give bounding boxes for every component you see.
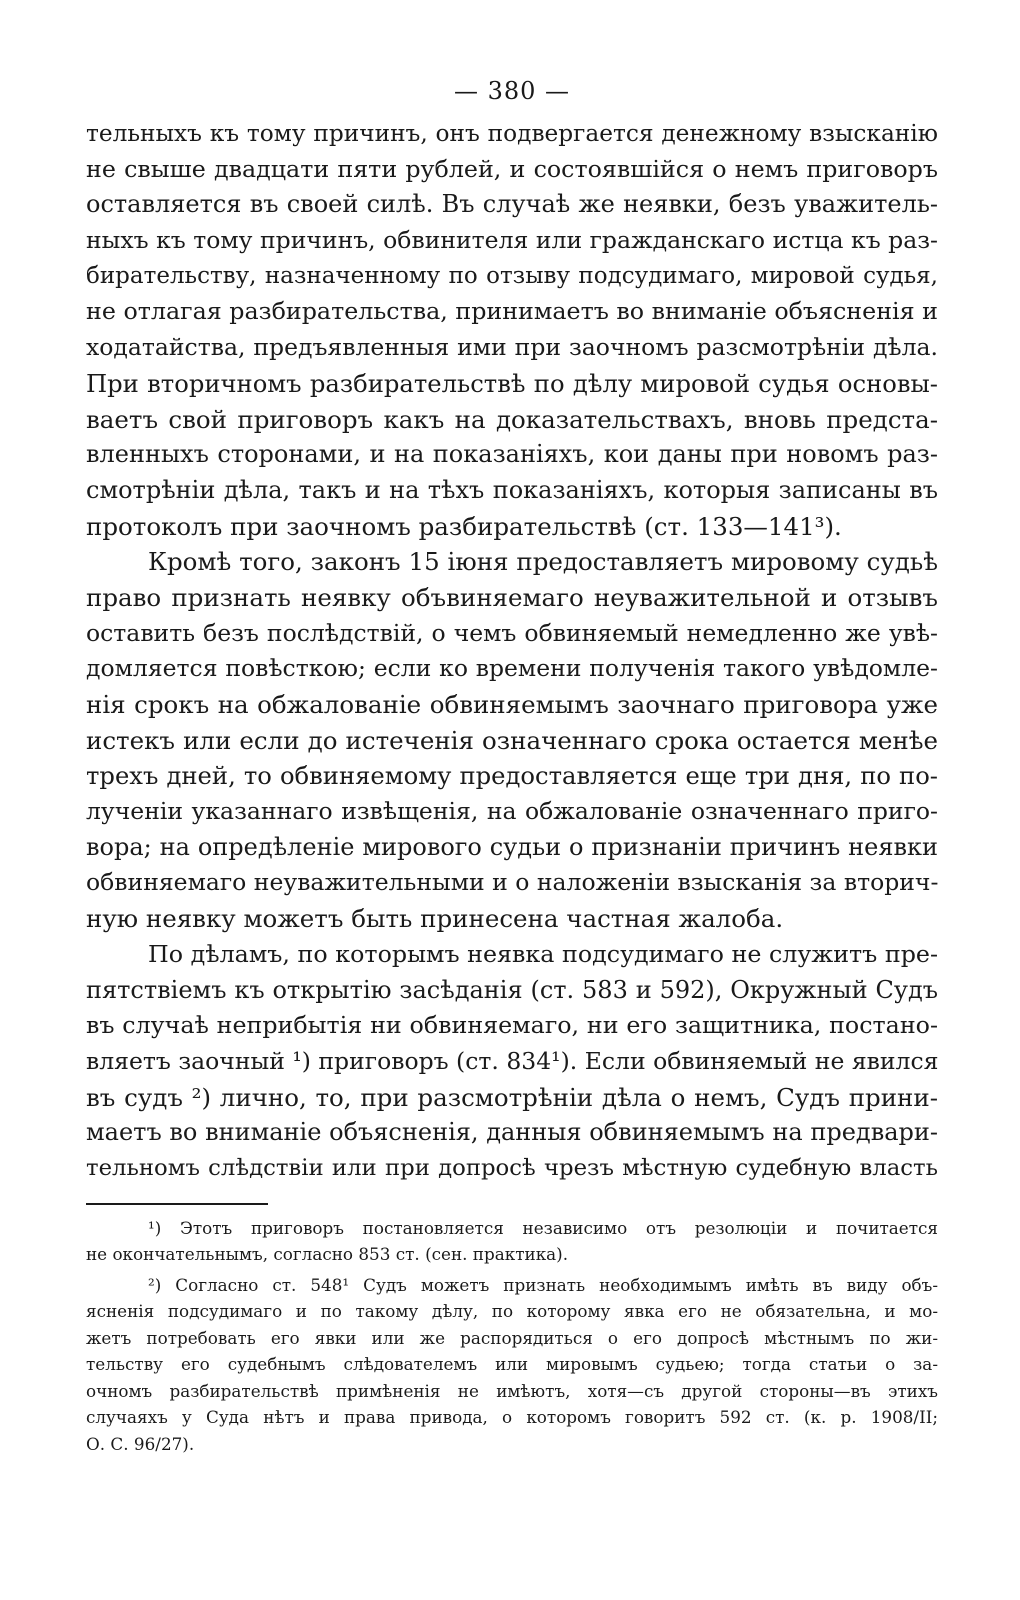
body-line: По дѣламъ, по которымъ неявка подсудимаго не служитъ пре- [148, 939, 938, 968]
footnote-line: ²) Согласно ст. 548¹ Судъ можетъ признать необходимымъ имѣть въ виду объ- [148, 1274, 938, 1295]
footnote-1 [86, 1215, 938, 1268]
body-line: пятствіемъ къ открытію засѣданія (ст. 583 и 592), Окружный Судъ [86, 975, 938, 1004]
body-line: протоколъ при заочномъ разбирательствѣ (ст. 133—141³). [86, 511, 842, 541]
body-line: не свыше двадцати пяти рублей, и состоявшійся о немъ приговоръ [86, 154, 938, 183]
body-line: маетъ во вниманіе объясненія, данныя обвиняемымъ на предвари- [86, 1118, 938, 1147]
footnote-line: ясненія подсудимаго и по такому дѣлу, по которому явка его не обязательна, и мо- [86, 1301, 938, 1322]
body-line: ную неявку можетъ быть принесена частная жалоба. [86, 904, 784, 934]
body-line: въ случаѣ неприбытія ни обвиняемаго, ни его защитника, постано- [86, 1011, 938, 1040]
body-line: бирательству, назначенному по отзыву подсудимаго, мировой судья, [86, 262, 938, 289]
document-page [86, 76, 938, 1457]
body-line: ваетъ свой приговоръ какъ на доказательствахъ, вновь предста- [86, 404, 938, 434]
body-line: ходатайства, предъявленныя ими при заочномъ разсмотрѣніи дѣла. [86, 333, 938, 362]
body-line: нія срокъ на обжалованіе обвиняемымъ заочнаго приговора уже [86, 690, 938, 719]
body-text [86, 116, 938, 1187]
body-line: не отлагая разбирательства, принимаетъ во вниманіе объясненія и [86, 297, 938, 326]
body-line: вляетъ заочный ¹) приговоръ (ст. 834¹). Если обвиняемый не явился [86, 1046, 938, 1075]
footnote-line: жетъ потребовать его явки или же распорядиться о его допросѣ мѣстнымъ по жи- [86, 1327, 938, 1348]
body-line: ныхъ къ тому причинъ, обвинителя или гражданскаго истца къ раз- [86, 226, 938, 255]
footnote-line: О. С. 96/27). [86, 1433, 195, 1454]
body-line: домляется повѣсткою; если ко времени полученія такого увѣдомле- [86, 654, 938, 683]
body-line: право признать неявку объвиняемаго неуважительной и отзывъ [86, 582, 938, 612]
body-line: тельномъ слѣдствіи или при допросѣ чрезъ мѣстную судебную власть [86, 1154, 938, 1181]
body-line: оставить безъ послѣдствій, о чемъ обвиняемый немедленно же увѣ- [86, 618, 938, 647]
footnote-line: ¹) Этотъ приговоръ постановляется независимо отъ резолюціи и почитается [148, 1217, 938, 1238]
body-line: Кромѣ того, законъ 15 іюня предоставляетъ мировому судьѣ [148, 547, 938, 577]
footnote-2 [86, 1272, 938, 1458]
body-line: истекъ или если до истеченія означеннаго срока остается менѣе [86, 725, 938, 755]
page-number: — 380 — [453, 77, 571, 105]
body-line: При вторичномъ разбирательствѣ по дѣлу мировой судья основы- [86, 368, 938, 398]
footnote-line: случаяхъ у Суда нѣтъ и права привода, о которомъ говоритъ 592 ст. (к. р. 1908/II; [86, 1407, 938, 1428]
footnotes [86, 1215, 938, 1458]
body-line: оставляется въ своей силѣ. Въ случаѣ же неявки, безъ уважитель- [86, 190, 938, 219]
footnote-line: не окончательнымъ, согласно 853 ст. (сен. практика). [86, 1244, 569, 1265]
body-line: тельныхъ къ тому причинъ, онъ подвергается денежному взысканію [86, 120, 938, 147]
body-line: лученіи указаннаго извѣщенія, на обжалованіе означеннаго приго- [86, 797, 938, 826]
body-line: вора; на опредѣленіе мирового судьи о признаніи причинъ неявки [86, 832, 938, 861]
body-line: смотрѣніи дѣла, такъ и на тѣхъ показаніяхъ, которыя записаны въ [86, 475, 938, 504]
body-line: трехъ дней, то обвиняемому предоставляется еще три дня, по по- [86, 761, 938, 791]
body-line: вленныхъ сторонами, и на показаніяхъ, кои даны при новомъ раз- [86, 440, 938, 469]
footnote-line: тельству его судебнымъ слѣдователемъ или мировымъ судьею; тогда статьи о за- [86, 1354, 938, 1375]
body-line: обвиняемаго неуважительными и о наложеніи взысканія за вторич- [86, 868, 938, 897]
footnote-divider [86, 1203, 268, 1205]
body-line: въ судъ ²) лично, то, при разсмотрѣніи дѣла о немъ, Судъ прини- [86, 1082, 938, 1112]
footnote-line: очномъ разбирательствѣ примѣненія не имѣютъ, хотя—съ другой стороны—въ этихъ [86, 1380, 938, 1401]
